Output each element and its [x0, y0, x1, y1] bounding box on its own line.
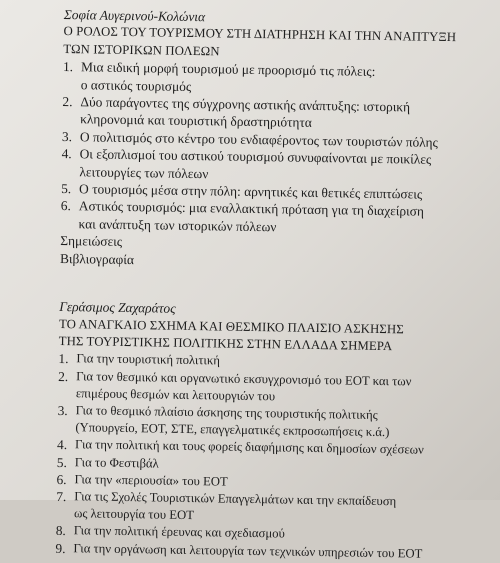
toc-item-text [78, 198, 490, 239]
toc-item-number: 2. [58, 368, 69, 384]
chapter-title-line: ΤΩΝ ΙΣΤΟΡΙΚΩΝ ΠΟΛΕΩΝ [63, 41, 220, 59]
toc-item-number: 3. [61, 128, 73, 144]
toc-item-line: κληρονομιά και τουριστική δραστηριότητα [80, 111, 312, 131]
toc-item-line: λειτουργίες των πόλεων [79, 163, 209, 181]
chapter-entry-2 [55, 298, 489, 563]
chapter-author: Γεράσιμος Ζαχαράτος [59, 299, 176, 316]
chapter-contents-list [60, 58, 493, 239]
toc-item-line: Δύο παράγοντες της σύγχρονης αστικής ανάπτυξης: ιστορική [80, 94, 411, 115]
chapter-title-line: ΤΟ ΑΝΑΓΚΑΙΟ ΣΧΗΜΑ ΚΑΙ ΘΕΣΜΙΚΟ ΠΛΑΙΣΙΟ ΑΣΚΗΣΗΣ [58, 316, 404, 336]
toc-item-line: Για την πολιτική έρευνας και σχεδιασμού [73, 523, 285, 541]
toc-item-line: Για την τουριστική πολιτική [76, 351, 221, 368]
toc-item-number: 3. [57, 402, 68, 419]
toc-item-number: 9. [55, 540, 66, 556]
toc-item-number: 7. [56, 488, 67, 505]
toc-item-line: Για την οργάνωση και λειτουργία των τεχνικών υπηρεσιών του ΕΟΤ [73, 540, 423, 561]
toc-item-number: 8. [55, 523, 66, 539]
toc-item-line: Ο πολιτισμός στο κέντρο του ενδιαφέροντος των τουριστών πόλης [79, 129, 439, 150]
toc-item-line: ως λειτουργία του ΕΟΤ [73, 506, 195, 523]
toc-item-number: 1. [62, 59, 74, 75]
toc-item-line: Για τις Σχολές Τουριστικών Επαγγελμάτων και την εκπαίδευση [74, 489, 397, 509]
toc-item-line: Ο τουρισμός μέσα στην πόλη: αρνητικές και θετικές επιπτώσεις [79, 181, 423, 202]
toc-item-line: Μια ειδική μορφή τουρισμού με προορισμό τις πόλεις: [80, 59, 376, 80]
toc-item-line: Για την πολιτική και τους φορείς διαφήμισης και δημοσίων σχέσεων [75, 437, 424, 458]
chapter-author: Σοφία Αυγερινού-Κολώνια [63, 6, 206, 25]
toc-item-number: 1. [58, 351, 69, 367]
toc-item-number: 5. [56, 454, 68, 470]
notes-entry: Σημειώσεις [60, 233, 123, 250]
toc-item-number: 4. [61, 146, 72, 162]
toc-item-line: (Υπουργείο, ΕΟΤ, ΣΤΕ, επαγγελματικές εκπροσωπήσεις κ.ά.) [75, 420, 390, 440]
toc-item-number: 6. [60, 198, 72, 214]
toc-item-line: Οι εξοπλισμοί του αστικού τουρισμού συνυφαίνονται με ποικίλες [79, 146, 432, 168]
toc-item-number: 5. [61, 181, 72, 197]
toc-item [60, 197, 490, 239]
toc-item-line: Για το Φεστιβάλ [74, 454, 159, 471]
chapter-entry-1 [60, 6, 494, 274]
bibliography-entry: Βιβλιογραφία [59, 250, 135, 267]
toc-item-line: Αστικός τουρισμός: μια εναλλακτική πρόταση για τη διαχείριση [78, 198, 425, 220]
toc-item-line: Για το θεσμικό πλαίσιο άσκησης της τουριστικής πολιτικής [75, 403, 378, 422]
toc-item-line: Για την «περιουσία» του ΕΟΤ [74, 471, 228, 489]
toc-item-line: επιμέρους θεσμών και λειτουργιών του [75, 385, 276, 404]
chapter-contents-list [55, 350, 488, 563]
toc-item-line: και ανάπτυξη των ιστορικών πόλεων [78, 216, 277, 235]
toc-item-number: 6. [56, 471, 67, 487]
toc-item-number: 2. [62, 94, 73, 110]
chapter-title-line: Ο ΡΟΛΟΣ ΤΟΥ ΤΟΥΡΙΣΜΟΥ ΣΤΗ ΔΙΑΤΗΡΗΣΗ ΚΑΙ ΤΗΝ ΑΝΑΠΤΥΞΗ [63, 24, 457, 45]
toc-item-number: 4. [56, 437, 68, 453]
toc-item-line: ο αστικός τουρισμός [80, 76, 192, 94]
table-of-contents [55, 6, 494, 563]
chapter-title-line: ΤΗΣ ΤΟΥΡΙΣΤΙΚΗΣ ΠΟΛΙΤΙΚΗΣ ΣΤΗΝ ΕΛΛΑΔΑ ΣΗΜΕΡΑ [58, 333, 393, 354]
toc-item-line: Για τον θεσμικό και οργανωτικό εκσυγχρονισμό του ΕΟΤ και των [76, 368, 412, 389]
